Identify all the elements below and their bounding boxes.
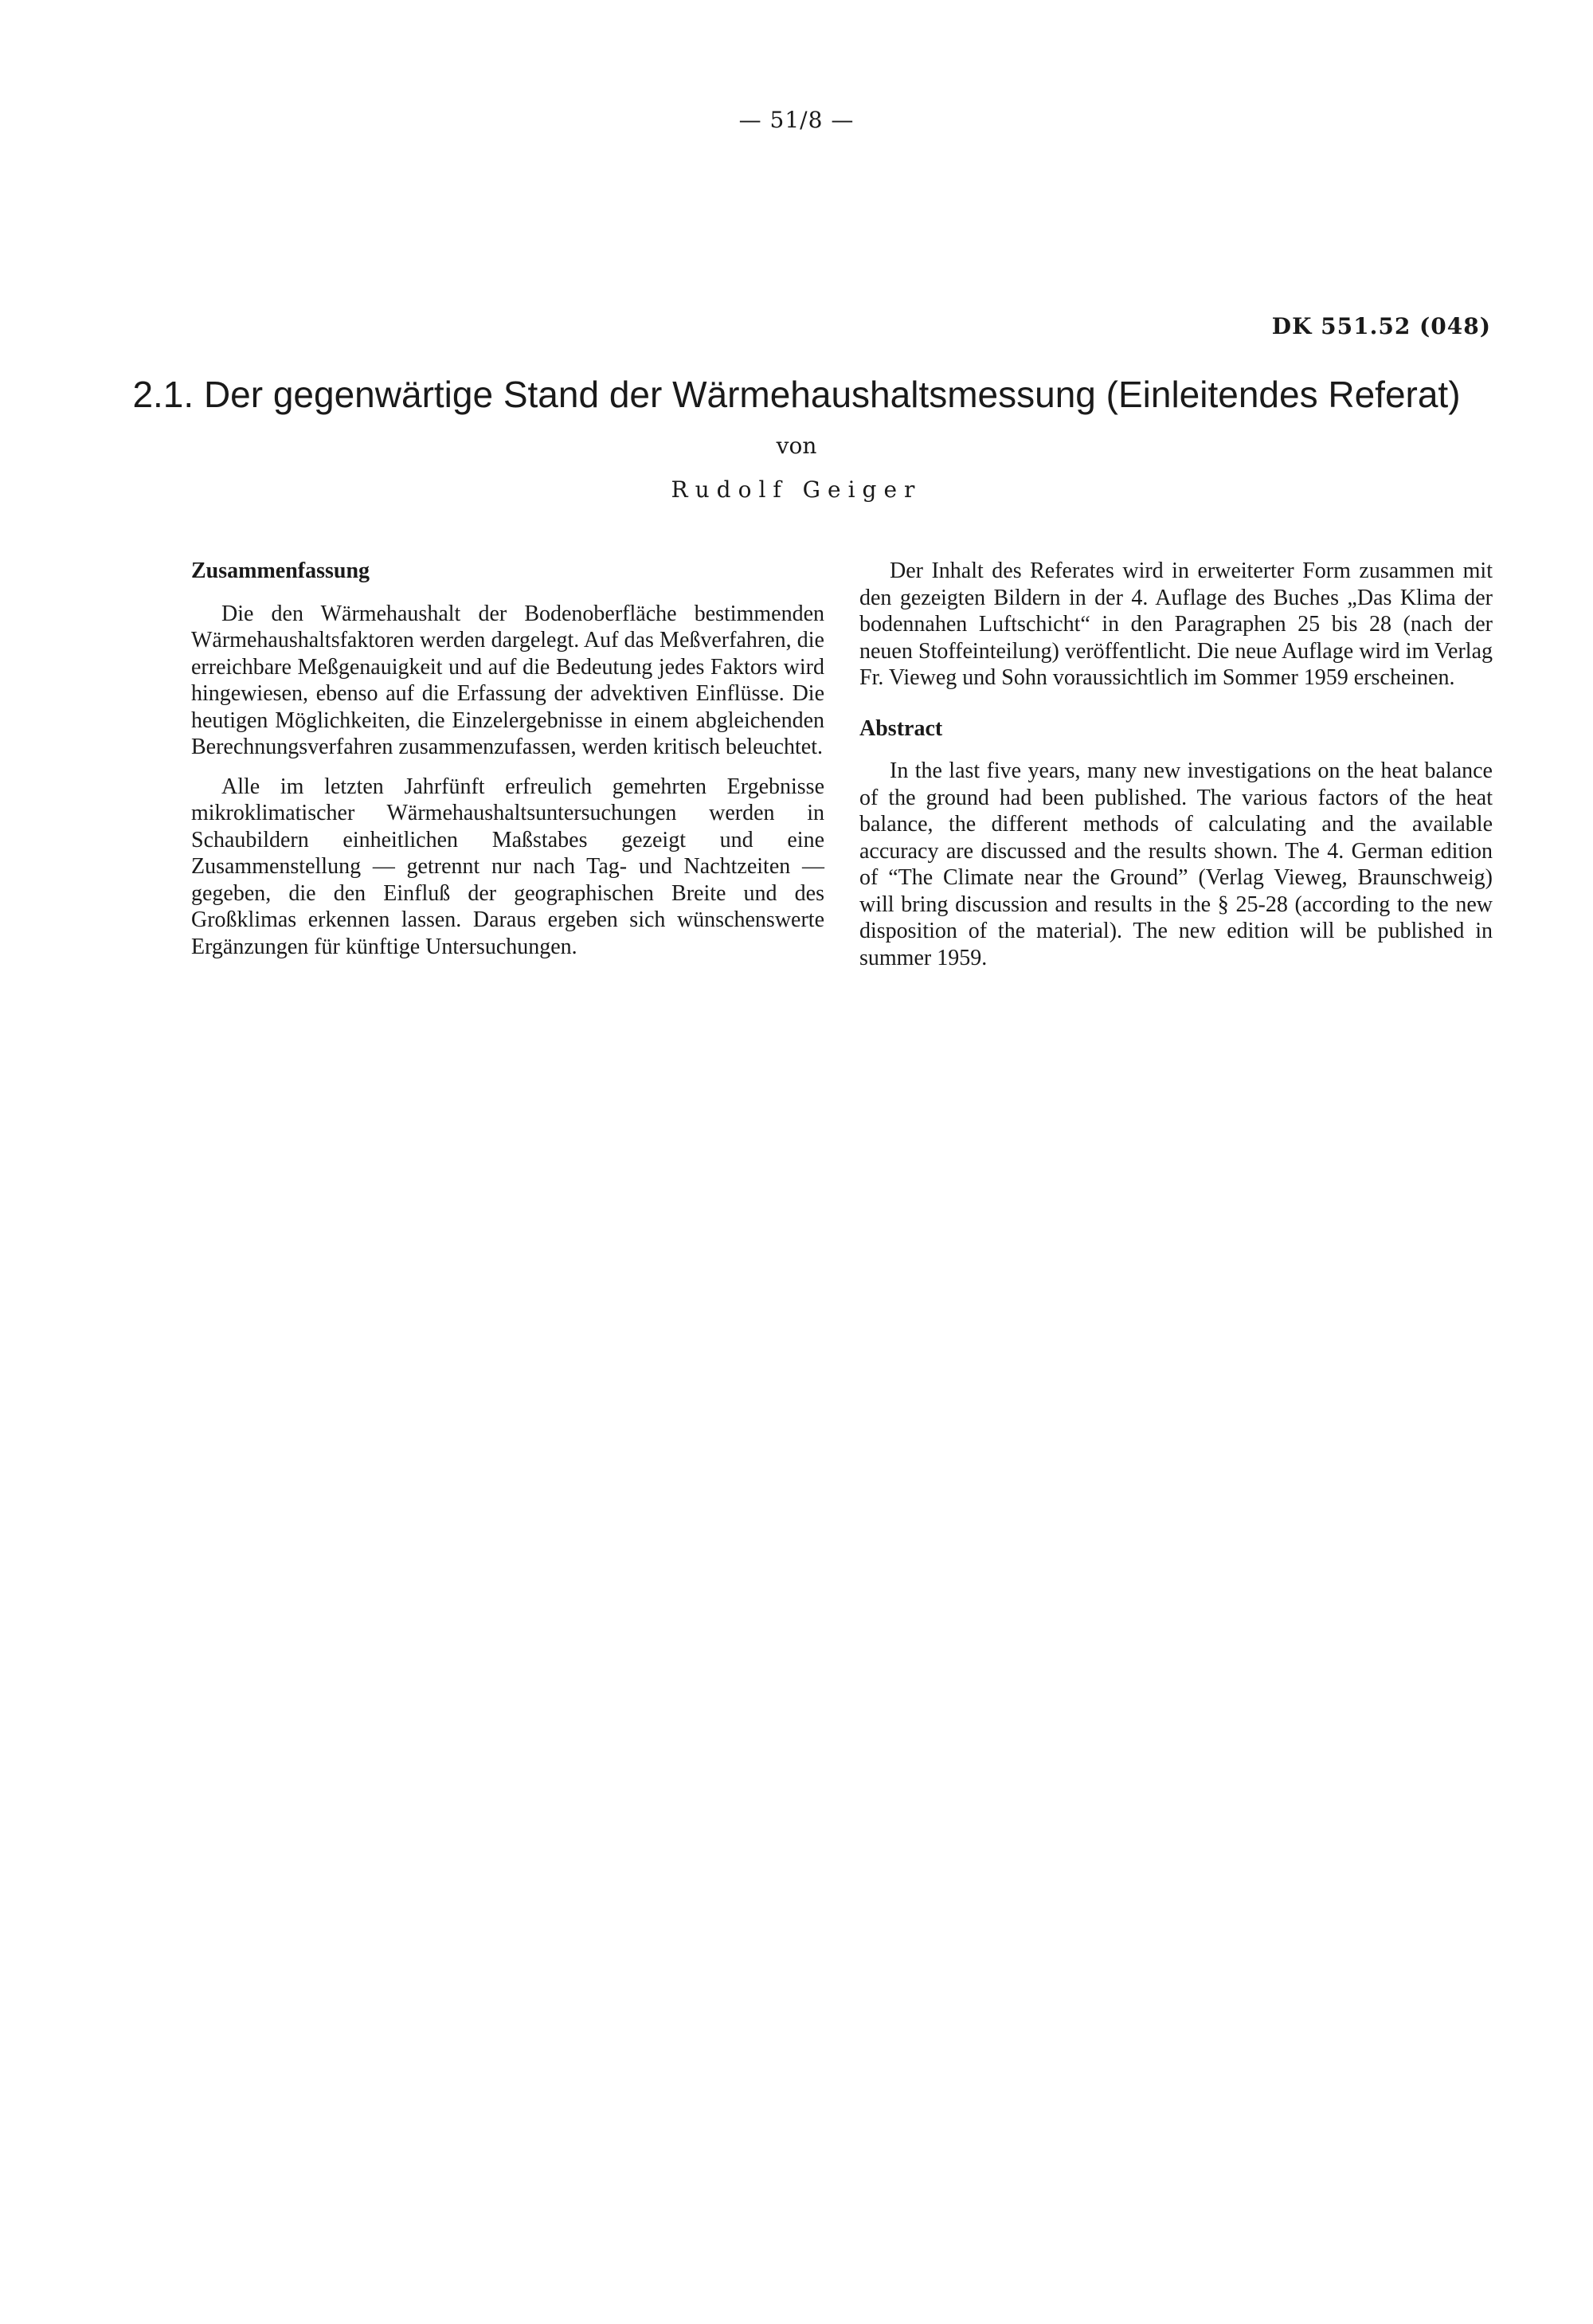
- left-column: [191, 558, 824, 973]
- page-number: — 51/8 —: [738, 107, 855, 133]
- summary-paragraph-1: Die den Wärmehaushalt der Bodenoberfläche bestimmenden Wärmehaushaltsfaktoren werden dargelegt. Auf das Meßverfahren, die erreichbare Meßgenauigkeit und auf die Bedeutung jedes Faktors wird hingewiesen, ebenso auf die Erfassung der advektiven Einflüsse. Die heutigen Möglichkeiten, die Einzelergebnisse in einem abgleichenden Berechnungsverfahren zusammenzufassen, werden kritisch beleuchtet.: [191, 601, 824, 759]
- summary-paragraph-3: Der Inhalt des Referates wird in erweiterter Form zusammen mit den gezeigten Bildern in der 4. Auflage des Buches „Das Klima der bodennahen Luftschicht“ in den Paragraphen 25 bis 28 (nach der neuen Stoffeinteilung) veröffentlicht. Die neue Auflage wird im Verlag Fr. Vieweg und Sohn voraussichtlich im Sommer 1959 erscheinen.: [859, 558, 1493, 690]
- abstract-paragraph: In the last five years, many new investigations on the heat balance of the ground had been published. The various factors of the heat balance, the different methods of calculating and the available accuracy are discussed and the results shown. The 4. German edition of “The Climate near the Ground” (Verlag Vieweg, Braunschweig) will bring discussion and results in the § 25-28 (according to the new disposition of the material). The new edition will be published in summer 1959.: [859, 758, 1493, 970]
- summary-paragraph-2: Alle im letzten Jahrfünft erfreulich gemehrten Ergebnisse mikroklimatischer Wärmehaushaltsuntersuchungen werden in Schaubildern einheitlichen Maßstabes gezeigt und eine Zusammenstellung — getrennt nur nach Tag- und Nachtzeiten — gegeben, die den Einfluß der geographischen Breite und des Großklimas erkennen lassen. Daraus ergeben sich wünschenswerte Ergänzungen für künftige Untersuchungen.: [191, 774, 824, 959]
- summary-heading: Zusammenfassung: [191, 558, 370, 583]
- dk-classification-code: DK 551.52 (048): [1271, 313, 1491, 339]
- right-column: [859, 558, 1493, 984]
- byline-von: von: [776, 433, 817, 459]
- author-name: Rudolf Geiger: [671, 476, 922, 503]
- article-title: 2.1. Der gegenwärtige Stand der Wärmehaushaltsmessung (Einleitendes Referat): [132, 374, 1461, 415]
- abstract-heading: Abstract: [859, 715, 943, 741]
